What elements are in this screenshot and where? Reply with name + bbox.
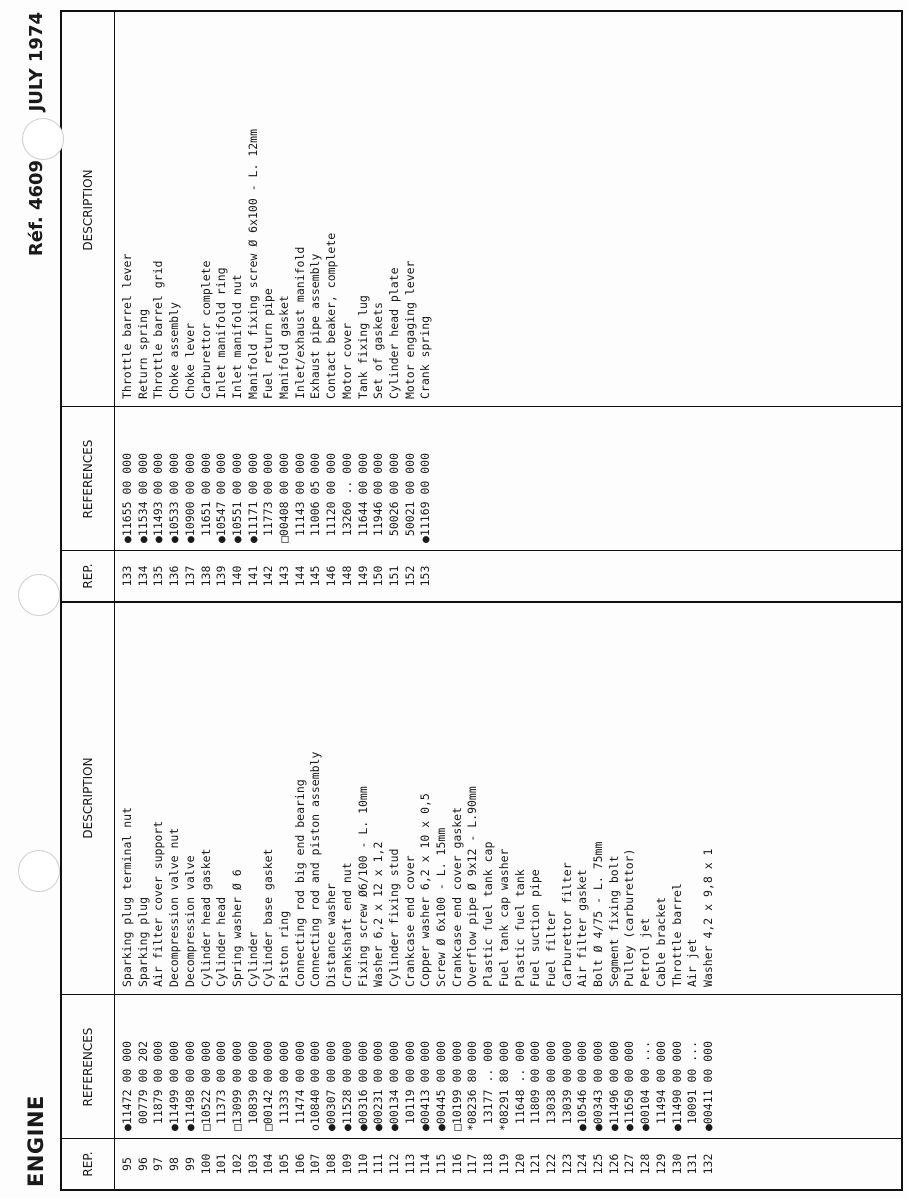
table-row — [387, 604, 403, 1189]
rep-number: 133 — [120, 565, 134, 587]
part-description: Throttle barrel grid — [151, 260, 166, 399]
table-row — [387, 16, 403, 601]
part-reference: 13038 00 000 — [543, 1040, 558, 1131]
rep-number: 111 — [371, 1153, 386, 1175]
rep-number: 149 — [355, 565, 370, 587]
part-description: Bolt Ø 4/75 - L. 75mm — [591, 841, 605, 987]
rep-number: 131 — [685, 1153, 700, 1175]
rep-number: 124 — [575, 1153, 590, 1175]
table-row — [670, 604, 686, 1189]
part-reference: 13177 .. 000 — [481, 1040, 496, 1131]
part-reference: ●11498 00 000 — [182, 1040, 197, 1131]
table-row — [528, 604, 544, 1189]
col-header-rep: REP. — [81, 1151, 95, 1177]
part-reference: ●11169 00 000 — [418, 452, 433, 543]
rep-number: 101 — [214, 1153, 229, 1175]
table-row — [607, 604, 623, 1189]
rep-number: 107 — [308, 1153, 323, 1175]
col-header-rep: REP. — [81, 563, 95, 589]
rep-number: 146 — [324, 565, 339, 587]
part-description: Copper washer 6,2 x 10 x 0,5 — [418, 793, 433, 987]
part-reference: ●10547 00 000 — [214, 452, 229, 543]
table-row — [356, 604, 372, 1189]
part-description: Washer 4,2 x 9,8 x 1 — [700, 848, 715, 987]
table-row — [654, 604, 670, 1189]
rep-number: 109 — [339, 1153, 354, 1175]
part-reference: *08291 80 000 — [496, 1040, 511, 1131]
part-description: Manifold gasket — [277, 295, 291, 399]
table-row — [591, 604, 607, 1189]
part-description: Sparking plug terminal nut — [120, 806, 134, 987]
table-row — [261, 604, 277, 1189]
part-reference: 11809 00 000 — [528, 1040, 543, 1131]
rep-number: 104 — [261, 1153, 276, 1175]
rep-number: 103 — [245, 1153, 260, 1175]
part-description: Cylinder — [245, 931, 260, 987]
part-reference: ●11490 00 000 — [669, 1040, 684, 1131]
part-description: Fixing screw Ø6/100 - L. 10mm — [355, 786, 370, 987]
col-header-references: REFERENCES — [81, 439, 95, 519]
part-description: Fuel tank cap washer — [496, 848, 511, 987]
table-row — [371, 604, 387, 1189]
rep-number: 132 — [700, 1153, 715, 1175]
part-description: Carburettor filter — [559, 862, 574, 987]
table-row — [120, 16, 136, 601]
part-description: Cylinder head — [214, 896, 229, 987]
part-description: Piston ring — [277, 910, 291, 987]
table-row — [199, 604, 215, 1189]
rep-number: 150 — [371, 565, 386, 587]
table-row — [403, 604, 419, 1189]
parts-table-right — [60, 10, 903, 601]
part-reference: 11494 00 000 — [653, 1040, 668, 1131]
part-reference: 50026 00 000 — [386, 452, 401, 543]
rep-number: 100 — [198, 1153, 213, 1175]
part-reference: ●10900 00 000 — [182, 452, 197, 543]
part-reference: o10840 00 000 — [308, 1040, 323, 1131]
part-description: Inlet manifold ring — [214, 267, 229, 399]
table-row — [324, 16, 340, 601]
table-row — [371, 16, 387, 601]
part-description: Crankcase end cover gasket — [449, 806, 464, 987]
part-description: Fuel filter — [543, 910, 558, 987]
table-row — [246, 604, 262, 1189]
part-reference: 11946 00 000 — [371, 452, 386, 543]
part-reference: ●11650 00 000 — [622, 1040, 637, 1131]
punch-hole — [18, 850, 60, 892]
table-row — [418, 16, 434, 601]
table-row — [120, 604, 136, 1189]
table-row — [308, 16, 324, 601]
table-row — [230, 16, 246, 601]
part-description: Spring washer Ø 6 — [229, 869, 244, 987]
rep-number: 127 — [622, 1153, 637, 1175]
part-description: Cylinder base gasket — [261, 848, 276, 987]
part-description: Inlet/exhaust manifold — [292, 246, 307, 399]
part-reference: □10522 00 000 — [198, 1040, 213, 1131]
table-header — [62, 12, 115, 601]
rep-number: 106 — [292, 1153, 307, 1175]
part-description: Fuel suction pipe — [528, 869, 543, 987]
table-row — [513, 604, 529, 1189]
table-header — [62, 603, 115, 1189]
rep-number: 123 — [559, 1153, 574, 1175]
part-reference: 11373 00 000 — [214, 1040, 229, 1131]
rep-number: 95 — [120, 1157, 134, 1171]
table-row — [136, 16, 152, 601]
part-description: Cable bracket — [653, 896, 668, 987]
part-description: Segment fixing bolt — [606, 855, 621, 987]
rep-number: 112 — [386, 1153, 401, 1175]
table-row — [167, 16, 183, 601]
rep-number: 108 — [324, 1153, 339, 1175]
rep-number: 117 — [465, 1153, 480, 1175]
part-description: Choke assembly — [167, 302, 182, 399]
part-description: Tank fixing lug — [355, 295, 370, 399]
rep-number: 116 — [449, 1153, 464, 1175]
punch-hole — [22, 118, 64, 160]
part-reference: ●11499 00 000 — [167, 1040, 182, 1131]
part-reference: 11006 05 000 — [308, 452, 323, 543]
part-description: Throttle barrel — [669, 883, 684, 987]
table-row — [308, 604, 324, 1189]
table-row — [701, 604, 717, 1189]
part-reference: ●11493 00 000 — [151, 452, 166, 543]
part-reference: ●11528 00 000 — [339, 1040, 354, 1131]
table-row — [136, 604, 152, 1189]
table-row — [151, 16, 167, 601]
rep-number: 113 — [402, 1153, 417, 1175]
part-description: Inlet manifold nut — [229, 274, 244, 399]
part-reference: 13260 .. 000 — [339, 452, 354, 543]
rep-number: 102 — [229, 1153, 244, 1175]
part-description: Decompression valve nut — [167, 827, 182, 987]
part-reference: ●11171 00 000 — [245, 452, 260, 543]
table-row — [497, 604, 513, 1189]
rep-number: 115 — [434, 1153, 448, 1175]
part-reference: 10839 00 000 — [245, 1040, 260, 1131]
rep-number: 130 — [669, 1153, 684, 1175]
part-reference: 11333 00 000 — [277, 1040, 291, 1131]
table-row — [450, 604, 466, 1189]
col-header-description: DESCRIPTION — [81, 169, 95, 251]
table-row — [277, 16, 293, 601]
part-description: Washer 6,2 x 12 x 1,2 — [371, 841, 386, 987]
part-description: Air filter gasket — [575, 869, 590, 987]
rep-number: 144 — [292, 565, 307, 587]
part-reference: □10199 00 000 — [449, 1040, 464, 1131]
rep-number: 151 — [386, 565, 401, 587]
table-row — [324, 604, 340, 1189]
rep-number: 148 — [339, 565, 354, 587]
part-description: Air filter cover support — [151, 820, 166, 987]
col-header-description: DESCRIPTION — [81, 757, 95, 839]
part-reference: 13039 00 000 — [559, 1040, 574, 1131]
part-reference: ●10546 00 000 — [575, 1040, 590, 1131]
part-description: Crankcase end cover — [402, 855, 417, 987]
rep-number: 121 — [528, 1153, 543, 1175]
part-reference: 11644 00 000 — [355, 452, 370, 543]
part-reference: ●00231 00 000 — [371, 1040, 386, 1131]
part-reference: ●00316 00 000 — [355, 1040, 370, 1131]
part-reference: 11143 00 000 — [292, 452, 307, 543]
part-reference: 00779 00 202 — [135, 1040, 150, 1131]
part-reference: ●11534 00 000 — [135, 452, 150, 543]
part-description: Exhaust pipe assembly — [308, 253, 323, 399]
parts-table-left — [60, 601, 903, 1191]
part-reference: □00142 00 000 — [261, 1040, 276, 1131]
table-row — [261, 16, 277, 601]
rep-number: 128 — [638, 1153, 653, 1175]
rep-number: 119 — [496, 1153, 511, 1175]
part-reference: ●00104 00 ... — [638, 1040, 653, 1131]
rep-number: 153 — [418, 565, 433, 587]
part-description: Contact beaker, complete — [324, 232, 339, 399]
table-row — [293, 16, 309, 601]
part-description: Petrol jet — [638, 917, 653, 987]
table-row — [214, 16, 230, 601]
part-description: Choke lever — [182, 322, 197, 399]
part-description: Crank spring — [418, 315, 433, 399]
part-description: Motor engaging lever — [402, 260, 417, 399]
part-description: Manifold fixing screw Ø 6x100 - L. 12mm — [245, 128, 260, 399]
table-row — [560, 604, 576, 1189]
part-reference: ●00307 00 000 — [324, 1040, 339, 1131]
rep-number: 120 — [512, 1153, 527, 1175]
table-row — [293, 604, 309, 1189]
part-description: Air jet — [685, 938, 700, 987]
table-row — [434, 604, 450, 1189]
rep-number: 140 — [229, 565, 244, 587]
part-reference: 10091 00 ... — [685, 1040, 700, 1131]
part-description: Cylinder fixing stud — [386, 848, 401, 987]
table-row — [685, 604, 701, 1189]
table-row — [544, 604, 560, 1189]
rep-number: 139 — [214, 565, 229, 587]
part-reference: □00408 00 000 — [277, 452, 291, 543]
table-row — [246, 16, 262, 601]
part-reference: 11651 00 000 — [198, 452, 213, 543]
table-row — [277, 604, 293, 1189]
part-reference: 11773 00 000 — [261, 452, 276, 543]
table-row — [340, 604, 356, 1189]
part-reference: 11648 .. 000 — [512, 1040, 527, 1131]
rep-number: 136 — [167, 565, 182, 587]
rep-number: 129 — [653, 1153, 668, 1175]
rep-number: 118 — [481, 1153, 496, 1175]
part-description: Pulley (carburettor) — [622, 848, 637, 987]
col-header-references: REFERENCES — [81, 1027, 95, 1107]
rep-number: 96 — [135, 1157, 150, 1171]
rep-number: 105 — [277, 1153, 291, 1175]
part-description: Connecting rod big end bearing — [292, 779, 307, 987]
publication-date: JULY 1974 — [26, 12, 47, 112]
section-title: ENGINE — [24, 1095, 48, 1187]
part-reference: 11474 00 000 — [292, 1040, 307, 1131]
reference-number: Réf. 4609 — [26, 159, 47, 257]
part-description: Set of gaskets — [371, 302, 386, 399]
table-row — [340, 16, 356, 601]
part-description: Cylinder head gasket — [198, 848, 213, 987]
part-description: Throttle barrel lever — [120, 253, 134, 399]
punch-hole — [18, 574, 60, 616]
part-description: Overflow pipe Ø 9x12 - L.90mm — [465, 786, 480, 987]
rep-number: 141 — [245, 565, 260, 587]
rep-number: 110 — [355, 1153, 370, 1175]
table-row — [481, 604, 497, 1189]
rep-number: 99 — [182, 1157, 197, 1171]
part-description: Carburettor complete — [198, 260, 213, 399]
part-description: Fuel return pipe — [261, 288, 276, 399]
part-description: Screw Ø 6x100 - L. 15mm — [434, 827, 448, 987]
part-reference: ●11496 00 000 — [606, 1040, 621, 1131]
table-row — [183, 604, 199, 1189]
part-reference: ●00134 00 000 — [386, 1040, 401, 1131]
table-row — [418, 604, 434, 1189]
table-row — [214, 604, 230, 1189]
part-description: Motor cover — [339, 322, 354, 399]
part-reference: 10119 00 000 — [402, 1040, 417, 1131]
part-reference: ●00411 00 000 — [700, 1040, 715, 1131]
part-reference: ●11655 00 000 — [120, 452, 134, 543]
rep-number: 137 — [182, 565, 197, 587]
rep-number: 145 — [308, 565, 323, 587]
table-row — [622, 604, 638, 1189]
part-reference: □13099 00 000 — [229, 1040, 244, 1131]
table-row — [230, 604, 246, 1189]
part-reference: 11879 00 000 — [151, 1040, 166, 1131]
part-reference: ●10533 00 000 — [167, 452, 182, 543]
rep-number: 114 — [418, 1153, 433, 1175]
table-row — [638, 604, 654, 1189]
table-row — [199, 16, 215, 601]
table-row — [183, 16, 199, 601]
part-reference: 50021 00 000 — [402, 452, 417, 543]
rep-number: 122 — [543, 1153, 558, 1175]
table-row — [465, 604, 481, 1189]
rep-number: 142 — [261, 565, 276, 587]
part-description: Connecting rod and piston assembly — [308, 751, 323, 987]
part-reference: ●11472 00 000 — [120, 1040, 134, 1131]
table-row — [151, 604, 167, 1189]
part-reference: *08236 80 000 — [465, 1040, 480, 1131]
rep-number: 125 — [591, 1153, 605, 1175]
table-row — [575, 604, 591, 1189]
rep-number: 134 — [135, 565, 150, 587]
rep-number: 97 — [151, 1157, 166, 1171]
part-description: Decompression valve — [182, 855, 197, 987]
rep-number: 152 — [402, 565, 417, 587]
table-row — [356, 16, 372, 601]
part-description: Sparking plug — [135, 896, 150, 987]
part-reference: 11120 00 000 — [324, 452, 339, 543]
part-description: Plastic fuel tank — [512, 869, 527, 987]
table-row — [167, 604, 183, 1189]
part-description: Plastic fuel tank cap — [481, 841, 496, 987]
part-reference: ●10551 00 000 — [229, 452, 244, 543]
part-description: Crankshaft end nut — [339, 862, 354, 987]
table-row — [403, 16, 419, 601]
part-reference: ●00413 00 000 — [418, 1040, 433, 1131]
rep-number: 126 — [606, 1153, 621, 1175]
rep-number: 135 — [151, 565, 166, 587]
part-reference: ●00343 00 000 — [591, 1040, 605, 1131]
part-reference: ●00445 00 000 — [434, 1040, 448, 1131]
part-description: Distance washer — [324, 883, 339, 987]
rep-number: 143 — [277, 565, 291, 587]
rep-number: 138 — [198, 565, 213, 587]
part-description: Cylinder head plate — [386, 267, 401, 399]
rep-number: 98 — [167, 1157, 182, 1171]
part-description: Return spring — [135, 308, 150, 399]
